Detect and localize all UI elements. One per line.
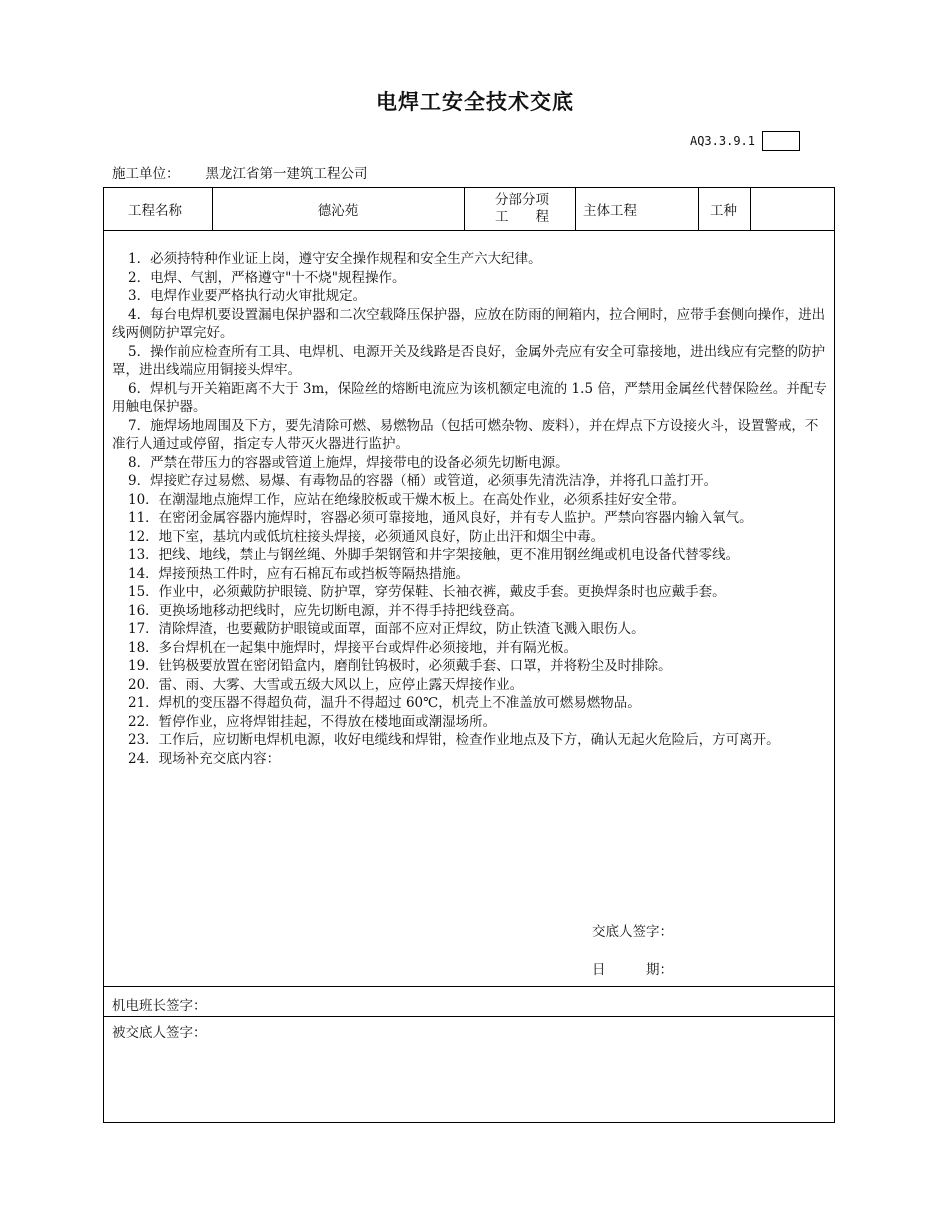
trade-label: 工种 [710,203,737,219]
disclosure-item: 3．电焊作业要严格执行动火审批规定。 [128,288,367,304]
discloser-signature-label: 交底人签字： [592,924,673,940]
code-box[interactable] [762,131,800,151]
disclosure-item: 18．多台焊机在一起集中施焊时，焊接平台或焊件必须接地，并有隔光板。 [128,639,578,656]
trade-value[interactable] [754,188,832,230]
disclosure-item: 6．焊机与开关箱距离不大于 3m，保险丝的熔断电流应为该机额定电流的 1.5 倍，严禁用金属丝代替保险丝。并配专用触电保护器。 [112,380,827,415]
disclosure-item: 15．作业中，必须戴防护眼镜、防护罩，穿劳保鞋、长袖衣裤，戴皮手套。更换焊条时也应戴手套。 [128,584,726,600]
disclosure-item: 23．工作后，应切断电焊机电源，收好电缆线和焊钳，检查作业地点及下方，确认无起火危险后，方可离开。 [128,732,780,748]
disclosure-item: 13．把线、地线，禁止与钢丝绳、外脚手架钢管和井字架接触，更不准用钢丝绳或机电设备代替零线。 [128,547,740,563]
divider [104,986,834,987]
divider [750,188,751,230]
disclosure-item: 1．必须持特种作业证上岗，遵守安全操作规程和安全生产六大纪律。 [128,251,542,267]
disclosure-item: 12．地下室，基坑内或低坑柱接头焊接，必须通风良好，防止出汗和烟尘中毒。 [128,528,605,545]
disclosure-item: 8．严禁在带压力的容器或管道上施焊，焊接带电的设备必须先切断电源。 [128,454,569,471]
disclosure-item: 22．暂停作业，应将焊钳挂起，不得放在楼地面或潮湿场所。 [128,713,497,730]
disclosure-item: 7．施焊场地周围及下方，要先清除可燃、易燃物品（包括可燃杂物、废料），并在焊点下方设接火斗，设置警戒，不准行人通过或停留，指定专人带灭火器进行监护。 [112,417,819,452]
date-label: 日 期： [592,962,673,978]
disclosure-item: 20．雷、雨、大雾、大雪或五级大风以上，应停止露天焊接作业。 [128,676,524,693]
subproject-value: 主体工程 [583,203,637,219]
construction-unit [112,162,368,182]
disclosure-item: 4．每台电焊机要设置漏电保护器和二次空载降压保护器，应放在防雨的闸箱内，拉合闸时，应带手套侧向操作，进出线两侧防护罩完好。 [112,306,826,341]
disclosure-item: 9．焊接贮存过易燃、易爆、有毒物品的容器（桶）或管道，必须事先清洗洁净，并将孔口盖打开。 [128,473,718,489]
disclosure-item: 24．现场补充交底内容： [128,750,281,767]
divider [698,188,699,230]
document-code: AQ3.3.9.1 [689,134,755,148]
subproject-label: 分部分项 工 程 [495,192,549,225]
disclosure-item: 10．在潮湿地点施焊工作，应站在绝缘胶板或干燥木板上。在高处作业，必须系挂好安全带。 [128,491,686,508]
project-name-value: 德沁苑 [317,203,359,219]
foreman-signature-label: 机电班长签字： [112,998,207,1014]
disclosure-item: 21．焊机的变压器不得超负荷，温升不得超过 60℃，机壳上不准盖放可燃易燃物品。 [128,695,641,711]
document-title: 电焊工安全技术交底 [376,90,574,114]
unit-label: 施工单位： [112,166,180,182]
disclosure-item: 19．钍钨极要放置在密闭铅盒内，磨削钍钨极时，必须戴手套、口罩，并将粉尘及时排除。 [128,658,672,674]
disclosure-item: 17．清除焊渣，也要戴防护眼镜或面罩，面部不应对正焊纹，防止铁渣飞溅入眼伤人。 [128,621,645,637]
receiver-signature-label: 被交底人签字： [112,1025,207,1041]
divider [575,188,576,230]
project-name-label: 工程名称 [128,203,182,219]
divider [104,230,834,231]
form-table [103,187,835,1123]
divider [464,188,465,230]
unit-value: 黑龙江省第一建筑工程公司 [205,166,368,182]
disclosure-item: 16．更换场地移动把线时，应先切断电源，并不得手持把线登高。 [128,602,524,619]
disclosure-item: 2．电焊、气割，严格遵守"十不烧"规程操作。 [128,269,406,286]
disclosure-item: 14．焊接预热工件时，应有石棉瓦布或挡板等隔热措施。 [128,565,470,582]
disclosure-item: 11．在密闭金属容器内施焊时，容器必须可靠接地，通风良好，并有专人监护。严禁向容器内输入氧气。 [128,510,753,526]
divider [104,1016,834,1017]
disclosure-items [112,250,828,768]
disclosure-item: 5．操作前应检查所有工具、电焊机、电源开关及线路是否良好，金属外壳应有安全可靠接地，进出线应有完整的防护罩，进出线端应用铜接头焊牢。 [112,343,826,378]
